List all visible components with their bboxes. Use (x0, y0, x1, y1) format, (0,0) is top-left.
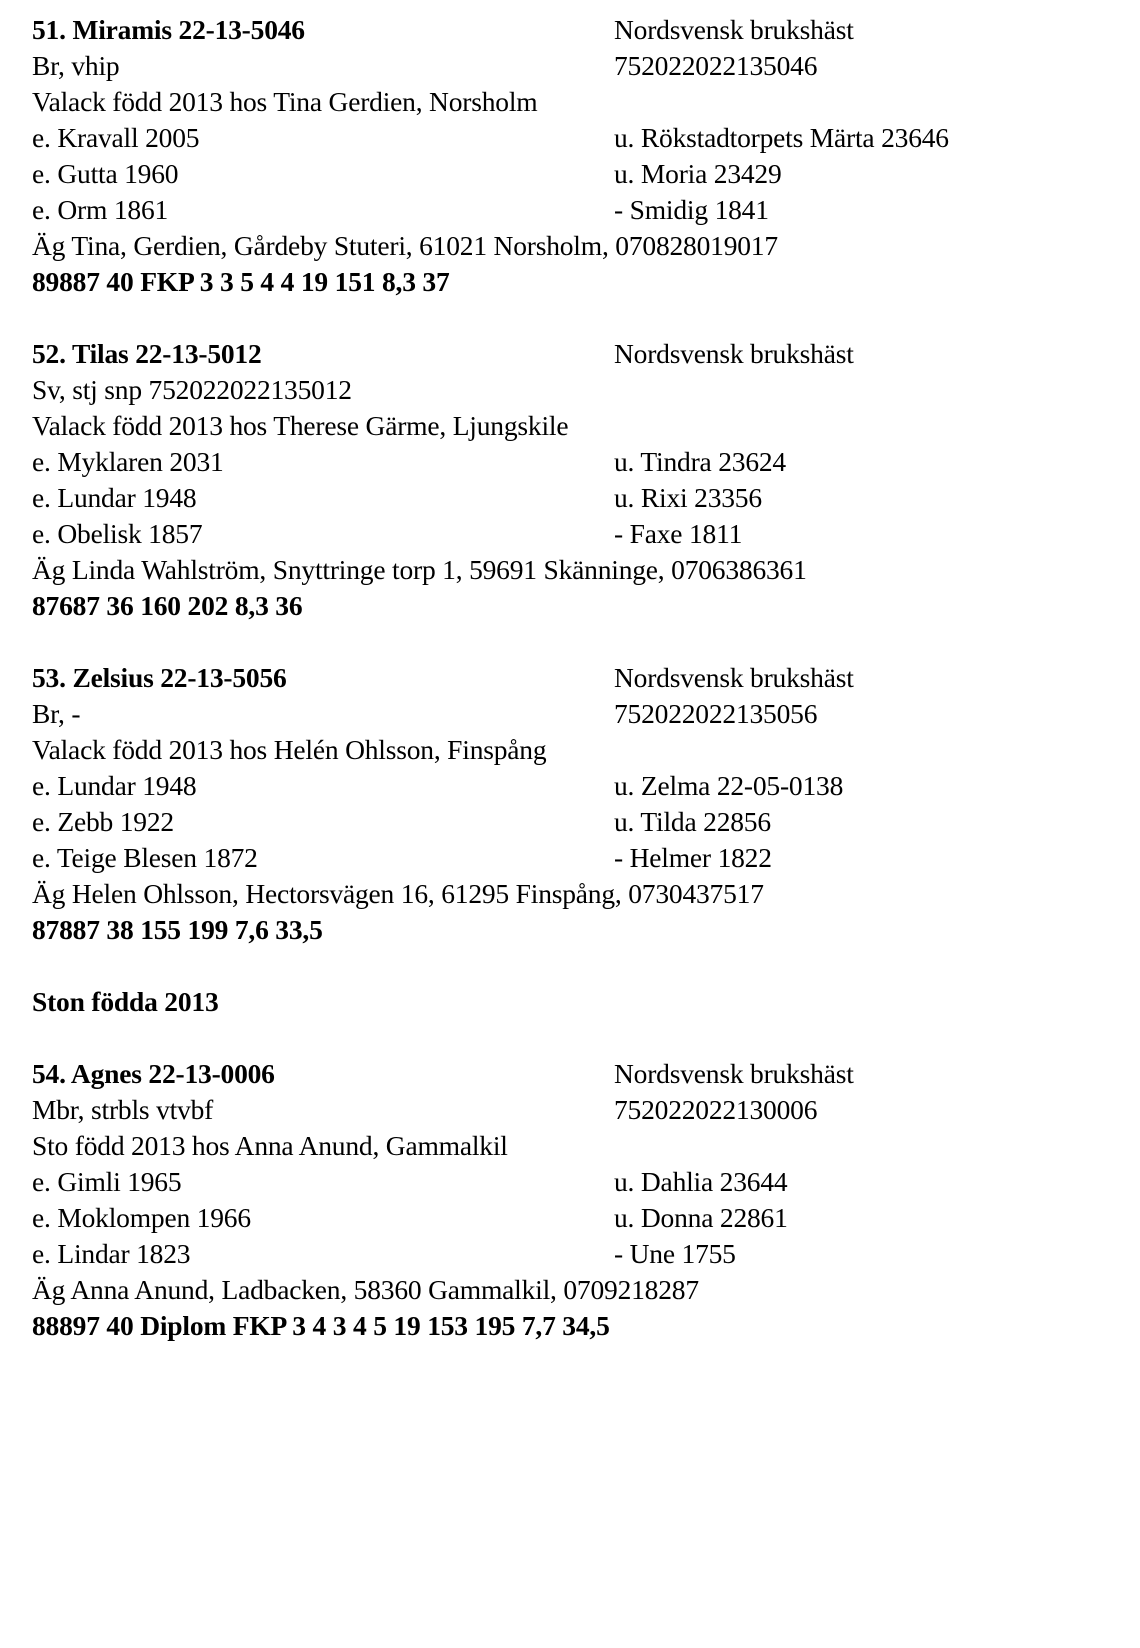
section-heading: Ston födda 2013 (32, 986, 219, 1017)
id-number: 752022022130006 (614, 1094, 818, 1125)
color-markings: Br, vhip (32, 50, 120, 81)
born-row (32, 408, 1112, 444)
color-row (32, 372, 1112, 408)
pedigree-row (32, 768, 1112, 804)
horse-title: 51. Miramis 22-13-5046 (32, 14, 305, 45)
sire: e. Teige Blesen 1872 (32, 842, 258, 873)
owner-info: Äg Linda Wahlström, Snyttringe torp 1, 59691 Skänninge, 0706386361 (32, 554, 807, 585)
horse-entry-52 (32, 336, 1112, 624)
color-row (32, 48, 1112, 84)
born-row (32, 732, 1112, 768)
document-page (32, 12, 1112, 1344)
owner-info: Äg Anna Anund, Ladbacken, 58360 Gammalkil, 0709218287 (32, 1274, 699, 1305)
pedigree-row (32, 804, 1112, 840)
owner-info: Äg Tina, Gerdien, Gårdeby Stuteri, 61021 Norsholm, 070828019017 (32, 230, 778, 261)
breed: Nordsvensk brukshäst (614, 338, 854, 369)
pedigree-row (32, 444, 1112, 480)
dam: - Une 1755 (614, 1238, 736, 1269)
pedigree-row (32, 156, 1112, 192)
entry-header (32, 1056, 1112, 1092)
sire: e. Lundar 1948 (32, 482, 197, 513)
pedigree-row (32, 1236, 1112, 1272)
sire: e. Myklaren 2031 (32, 446, 224, 477)
spacer (32, 300, 1112, 336)
dam: u. Donna 22861 (614, 1202, 788, 1233)
color-markings: Br, - (32, 698, 81, 729)
scores: 88897 40 Diplom FKP 3 4 3 4 5 19 153 195 7,7 34,5 (32, 1310, 610, 1341)
owner-row (32, 228, 1112, 264)
sire: e. Lundar 1948 (32, 770, 197, 801)
sire: e. Lindar 1823 (32, 1238, 191, 1269)
dam: u. Rökstadtorpets Märta 23646 (614, 122, 949, 153)
born-row (32, 84, 1112, 120)
entry-header (32, 660, 1112, 696)
scores-row (32, 588, 1112, 624)
owner-row (32, 1272, 1112, 1308)
sire: e. Gutta 1960 (32, 158, 179, 189)
born-info: Valack född 2013 hos Helén Ohlsson, Finspång (32, 734, 547, 765)
owner-row (32, 876, 1112, 912)
breed: Nordsvensk brukshäst (614, 14, 854, 45)
dam: - Smidig 1841 (614, 194, 769, 225)
color-markings: Mbr, strbls vtvbf (32, 1094, 214, 1125)
spacer (32, 948, 1112, 984)
pedigree-row (32, 516, 1112, 552)
sire: e. Obelisk 1857 (32, 518, 203, 549)
horse-entry-54 (32, 1056, 1112, 1344)
entry-header (32, 336, 1112, 372)
entry-header (32, 12, 1112, 48)
sire: e. Moklompen 1966 (32, 1202, 251, 1233)
pedigree-row (32, 1164, 1112, 1200)
dam: - Helmer 1822 (614, 842, 772, 873)
horse-title: 52. Tilas 22-13-5012 (32, 338, 262, 369)
born-row (32, 1128, 1112, 1164)
dam: u. Tindra 23624 (614, 446, 786, 477)
born-info: Valack född 2013 hos Therese Gärme, Ljungskile (32, 410, 569, 441)
scores-row (32, 264, 1112, 300)
dam: - Faxe 1811 (614, 518, 743, 549)
owner-info: Äg Helen Ohlsson, Hectorsvägen 16, 61295 Finspång, 0730437517 (32, 878, 764, 909)
dam: u. Moria 23429 (614, 158, 782, 189)
breed: Nordsvensk brukshäst (614, 1058, 854, 1089)
dam: u. Tilda 22856 (614, 806, 771, 837)
color-markings: Sv, stj snp 752022022135012 (32, 374, 352, 405)
scores-row (32, 912, 1112, 948)
pedigree-row (32, 120, 1112, 156)
id-number: 752022022135046 (614, 50, 818, 81)
dam: u. Zelma 22-05-0138 (614, 770, 844, 801)
sire: e. Kravall 2005 (32, 122, 200, 153)
horse-title: 54. Agnes 22-13-0006 (32, 1058, 275, 1089)
scores: 87687 36 160 202 8,3 36 (32, 590, 303, 621)
dam: u. Dahlia 23644 (614, 1166, 788, 1197)
sire: e. Orm 1861 (32, 194, 169, 225)
horse-entry-53 (32, 660, 1112, 948)
id-number: 752022022135056 (614, 698, 818, 729)
pedigree-row (32, 480, 1112, 516)
sire: e. Zebb 1922 (32, 806, 174, 837)
spacer (32, 624, 1112, 660)
horse-title: 53. Zelsius 22-13-5056 (32, 662, 287, 693)
scores-row (32, 1308, 1112, 1344)
pedigree-row (32, 192, 1112, 228)
scores: 89887 40 FKP 3 3 5 4 4 19 151 8,3 37 (32, 266, 450, 297)
pedigree-row (32, 840, 1112, 876)
color-row (32, 1092, 1112, 1128)
spacer (32, 1020, 1112, 1056)
owner-row (32, 552, 1112, 588)
pedigree-row (32, 1200, 1112, 1236)
sire: e. Gimli 1965 (32, 1166, 182, 1197)
breed: Nordsvensk brukshäst (614, 662, 854, 693)
horse-entry-51 (32, 12, 1112, 300)
dam: u. Rixi 23356 (614, 482, 762, 513)
born-info: Valack född 2013 hos Tina Gerdien, Norsholm (32, 86, 538, 117)
section-heading-row (32, 984, 1112, 1020)
scores: 87887 38 155 199 7,6 33,5 (32, 914, 323, 945)
born-info: Sto född 2013 hos Anna Anund, Gammalkil (32, 1130, 508, 1161)
color-row (32, 696, 1112, 732)
